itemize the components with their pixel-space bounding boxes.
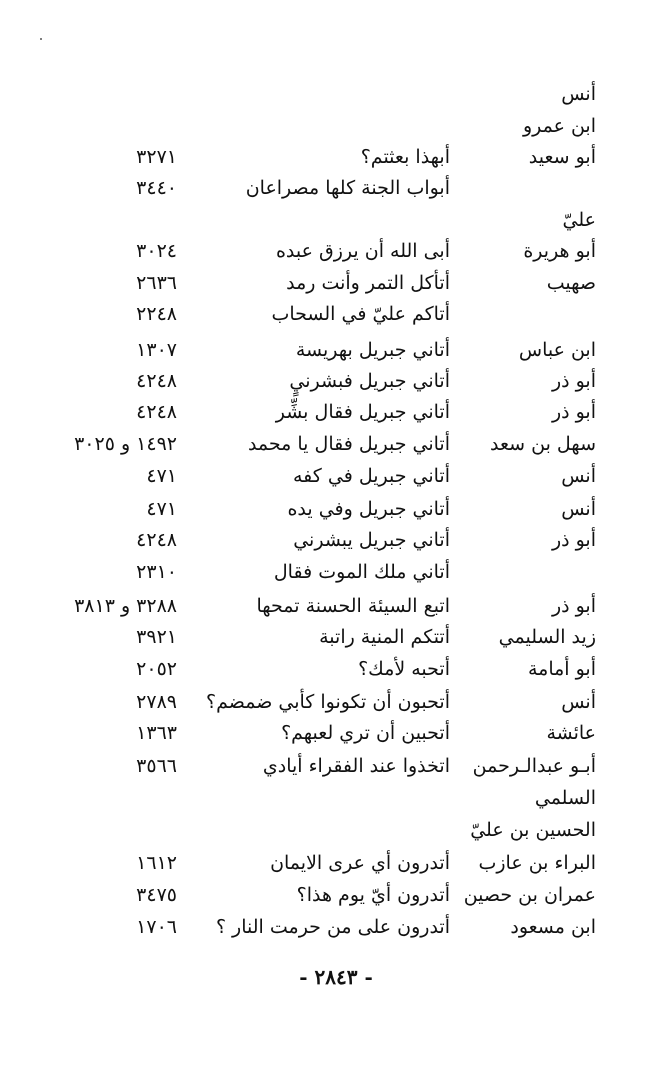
index-entry [0,621,672,653]
narrator-name: زيد السليمي [498,626,596,648]
hadith-number: ١٣٠٧ [136,339,177,361]
narrator-name: عمران بن حصين [463,884,596,906]
hadith-text: أتاني جبريل فقال بشِّر [275,401,450,423]
index-entry [0,235,672,267]
narrator-name: صهيب [546,272,596,294]
hadith-text: أتاني جبريل بهريسة [295,339,450,361]
hadith-number: ٤٢٤٨ [136,401,177,423]
hadith-text: أتاني ملك الموت فقال [273,561,450,583]
narrator-name: أنس [561,498,596,520]
narrator-name: عائشة [546,722,596,744]
narrator-name: أنس [561,465,596,487]
narrator-name: أنس [561,691,596,713]
hadith-number: ٣٥٦٦ [136,755,177,777]
narrator-name: الحسين بن عليّ [470,819,596,841]
index-entry [0,298,672,330]
hadith-number: ١٤٩٢ و ٣٠٢٥ [74,433,177,455]
hadith-number: ٣٩٢١ [136,626,177,648]
narrator-name: السلمي [534,787,596,809]
hadith-text: أتتكم المنية راتبة [319,626,450,648]
index-entry [0,141,672,173]
hadith-text: اتبع السيئة الحسنة تمحها [256,595,450,617]
index-entry [0,428,672,460]
narrator-name: أبو أمامة [527,658,596,680]
index-entry [0,750,672,782]
hadith-text: أتدرون أيّ يوم هذا؟ [296,884,450,906]
hadith-text: أتاني جبريل في كفه [292,465,450,487]
index-entry [0,879,672,911]
hadith-number: ٣٢٨٨ و ٣٨١٣ [74,595,177,617]
page-number: - ٢٨٤٣ - [299,965,373,989]
index-entry [0,847,672,879]
narrator-name: أنس [561,83,596,105]
hadith-text: أتحبون أن تكونوا كأبي ضمضم؟ [206,691,450,713]
hadith-number: ٣٤٤٠ [136,177,177,199]
hadith-number: ١٧٠٦ [136,916,177,938]
narrator-name: أبو سعيد [528,146,596,168]
narrator-name: ابن مسعود [510,916,596,938]
hadith-text: أتحبين أن تري لعبهم؟ [281,722,450,744]
hadith-text: أتاني جبريل وفي يده [287,498,450,520]
index-entry [0,460,672,492]
hadith-number: ٢٧٨٩ [136,691,177,713]
index-entry [0,524,672,556]
hadith-text: أتحبه لأمك؟ [358,658,450,680]
hadith-number: ٤٢٤٨ [136,529,177,551]
index-entry [0,365,672,397]
narrator-name: عليّ [562,209,596,231]
narrator-name: أبـو عبدالـرحمن [472,755,596,777]
hadith-text: أتاكم عليّ في السحاب [271,303,450,325]
hadith-number: ١٦١٢ [136,852,177,874]
hadith-text: أتدرون على من حرمت النار ؟ [215,916,450,938]
index-entry [0,110,672,142]
hadith-number: ٣٢٧١ [136,146,177,168]
index-entry [0,590,672,622]
narrator-name: أبو ذر [551,529,596,551]
hadith-number: ٣٠٢٤ [136,240,177,262]
index-entry [0,782,672,814]
narrator-name: أبو ذر [551,401,596,423]
index-entry [0,686,672,718]
hadith-text: أبواب الجنة كلها مصراعان [245,177,450,199]
narrator-name: ابن عمرو [522,115,596,137]
narrator-name: أبو ذر [551,595,596,617]
index-entry [0,172,672,204]
narrator-name: أبو هريرة [523,240,596,262]
hadith-number: ٣٤٧٥ [136,884,177,906]
hadith-number: ٤٧١ [146,465,177,487]
index-entry [0,267,672,299]
index-entry [0,814,672,846]
hadith-number: ٤٢٤٨ [136,370,177,392]
scan-speck [40,38,42,40]
index-entry [0,78,672,110]
index-entry [0,717,672,749]
index-entry [0,911,672,943]
hadith-text: أتاني جبريل فبشرنيٍ [289,370,450,392]
hadith-number: ٢٦٣٦ [136,272,177,294]
index-entry [0,653,672,685]
hadith-number: ٢٣١٠ [136,561,177,583]
index-entry [0,493,672,525]
index-entry [0,204,672,236]
hadith-text: أتدرون أي عرى الايمان [270,852,450,874]
hadith-number: ٤٧١ [146,498,177,520]
hadith-number: ٢٠٥٢ [136,658,177,680]
hadith-text: أتأكل التمر وأنت رمد [286,272,450,294]
index-entry [0,334,672,366]
narrator-name: أبو ذر [551,370,596,392]
hadith-text: أتاني جبريل يبشرني [293,529,450,551]
narrator-name: سهل بن سعد [490,433,596,455]
hadith-text: أبى الله أن يرزق عبده [275,240,450,262]
hadith-text: اتخذوا عند الفقراء أيادي [262,755,450,777]
hadith-text: أتاني جبريل فقال يا محمد [247,433,450,455]
hadith-number: ٢٢٤٨ [136,303,177,325]
narrator-name: ابن عباس [518,339,596,361]
index-entry [0,556,672,588]
hadith-number: ١٣٦٣ [136,722,177,744]
narrator-name: البراء بن عازب [478,852,596,874]
index-entry [0,396,672,428]
hadith-text: أبهذا بعثتم؟ [360,146,450,168]
